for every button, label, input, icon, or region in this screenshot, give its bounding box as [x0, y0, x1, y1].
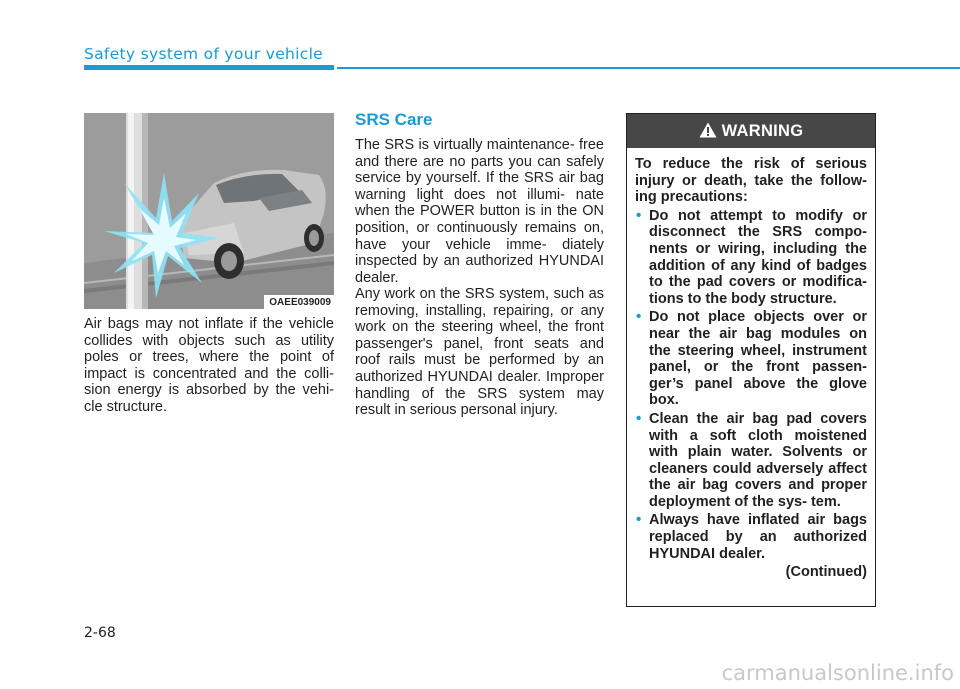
warning-item — [635, 411, 867, 511]
figure-code: OAEE039009 — [264, 295, 334, 309]
warning-box — [626, 113, 876, 607]
header-rule-thin — [337, 67, 960, 69]
car-pole-collision-figure — [84, 113, 334, 309]
warning-content — [627, 148, 875, 581]
section-title: Safety system of your vehicle — [84, 45, 324, 63]
bullet-dot-icon: • — [636, 511, 642, 529]
warning-triangle-icon — [699, 122, 717, 138]
watermark: carmanualsonline.info — [721, 661, 954, 685]
warning-list — [635, 208, 867, 562]
srs-care-paragraph-1: The SRS is virtually maintenance- free and there are no parts you can safely service by yourself. If the SRS air bag warning light does not illumi- nate when the POWER button is in the ON position, or continuously remains on, have your vehicle imme- diately inspected by an authorized HYUNDAI dealer. — [355, 137, 604, 286]
bullet-dot-icon: • — [636, 206, 642, 224]
bullet-dot-icon: • — [636, 409, 642, 427]
car-collision-illustration — [84, 113, 334, 309]
srs-care-paragraph-2: Any work on the SRS system, such as removing, installing, repairing, or any work on the steering wheel, the front passenger's panel, front seats and roof rails must be performed by an authorized HYUNDAI dealer. Improper handling of the SRS system may result in serious personal injury. — [355, 286, 604, 419]
warning-item-text: Do not place objects over or near the air bag modules on the steering wheel, instrument panel, or the front passen- ger’s panel above the glove box. — [649, 309, 867, 409]
warning-header — [627, 114, 875, 148]
warning-item — [635, 208, 867, 308]
continued-label: (Continued) — [785, 564, 867, 581]
srs-care-heading: SRS Care — [355, 110, 433, 129]
warning-title: WARNING — [721, 121, 804, 140]
warning-item-text: Clean the air bag pad covers with a soft cloth moistened with plain water. Solvents or cleaners could adversely affect the air bag covers and proper deployment of the sys- tem. — [649, 410, 867, 510]
warning-item — [635, 309, 867, 409]
warning-item-text: Do not attempt to modify or disconnect the SRS compo- nents or wiring, including the addition of any kind of badges to the pad covers or modifica- tions to the body structure. — [649, 207, 867, 307]
warning-item-text: Always have inflated air bags replaced by an authorized HYUNDAI dealer. — [649, 512, 867, 562]
bullet-dot-icon: • — [636, 308, 642, 326]
page-number: 2-68 — [84, 625, 116, 641]
warning-intro: To reduce the risk of serious injury or death, take the follow- ing precautions: — [635, 156, 867, 206]
column1-paragraph: Air bags may not inflate if the vehicle collides with objects such as utility poles or trees, where the point of impact is concentrated and the colli- sion energy is absorbed by the vehi- cle structure. — [84, 316, 334, 415]
header-rule-thick — [84, 65, 334, 70]
warning-item — [635, 512, 867, 562]
